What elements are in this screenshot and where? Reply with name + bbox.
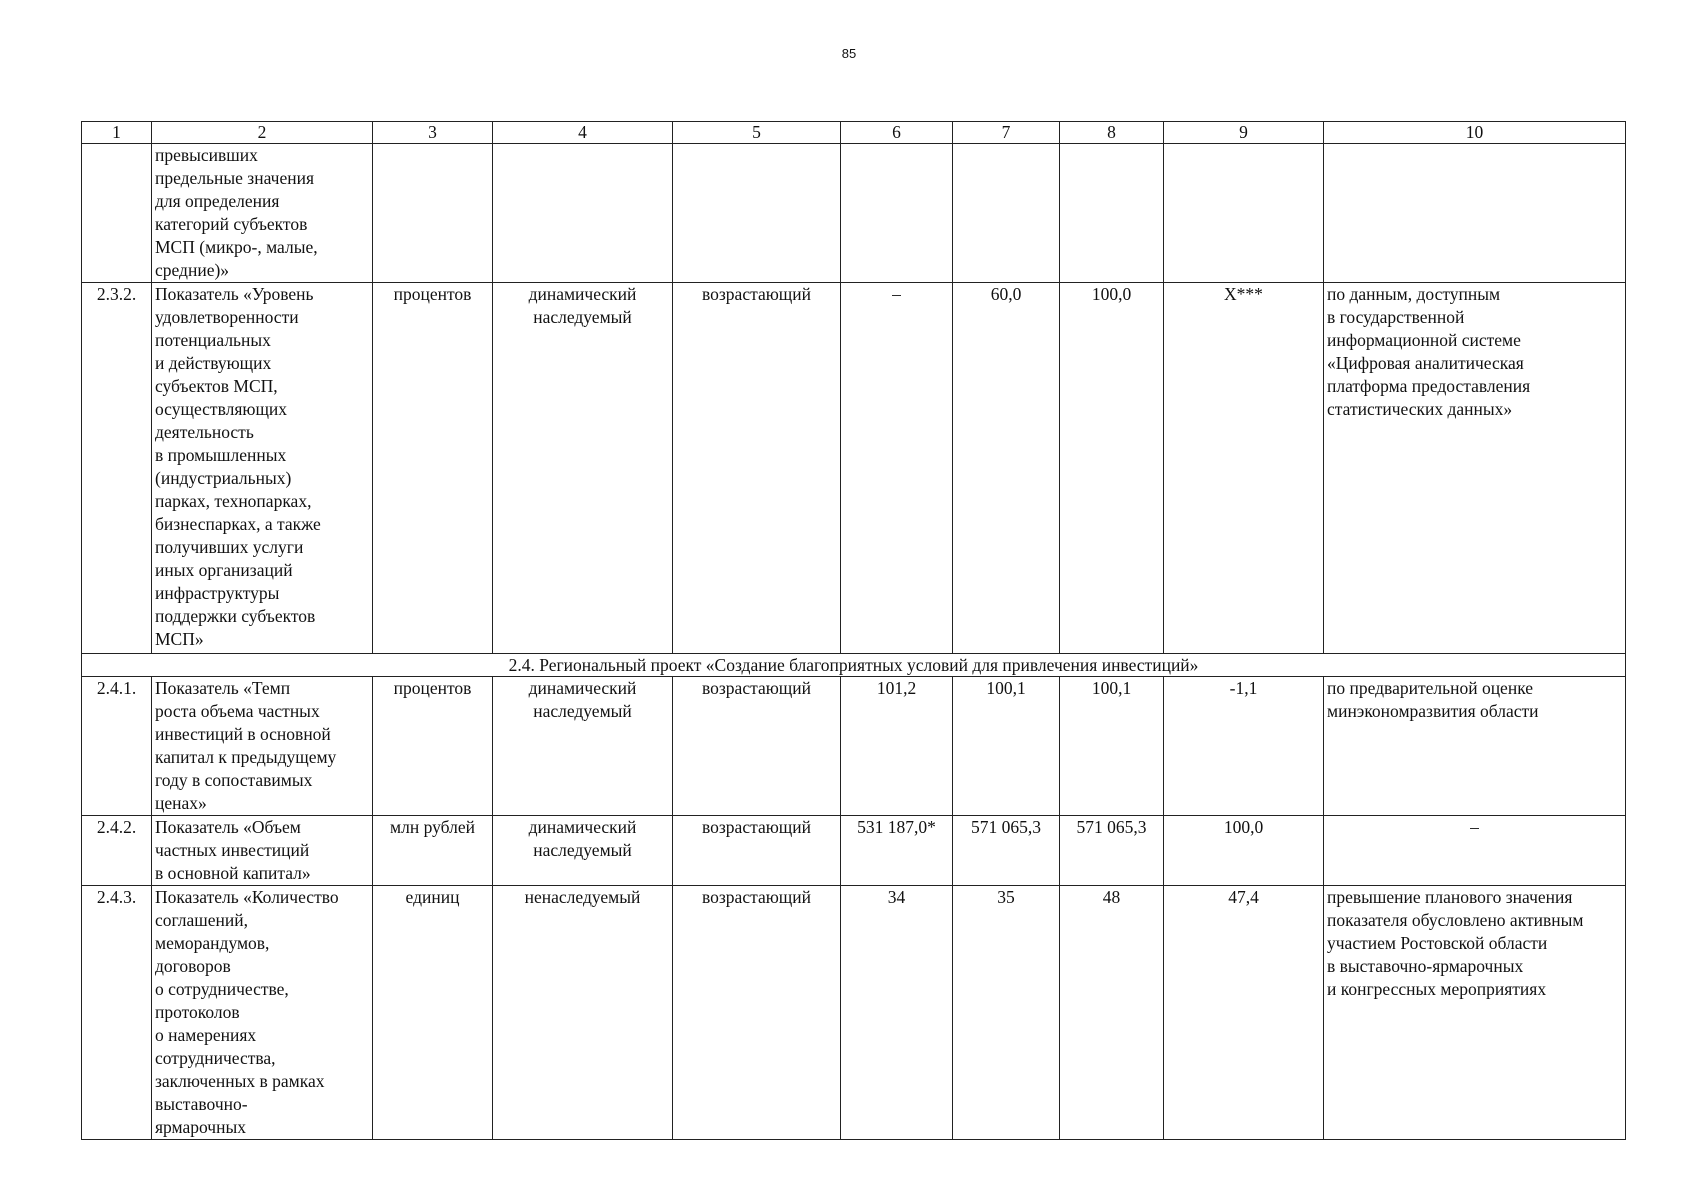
cell-type: [493, 144, 673, 283]
cell-indicator-name: превысивших предельные значения для определения категорий субъектов МСП (микро-, малые, средние)»: [152, 144, 373, 283]
column-number: 2: [152, 122, 373, 144]
cell-value-8: 48: [1060, 886, 1164, 1140]
cell-value-8: [1060, 144, 1164, 283]
cell-type: ненаследуемый: [493, 886, 673, 1140]
cell-type: динамический наследуемый: [493, 283, 673, 654]
continuation-row: [82, 144, 1626, 283]
column-number: 4: [493, 122, 673, 144]
indicators-table: [81, 121, 1626, 1140]
cell-value-8: 100,1: [1060, 677, 1164, 816]
cell-note: по данным, доступным в государственной информационной системе «Цифровая аналитическая платформа предоставления статистических данных»: [1324, 283, 1626, 654]
cell-note: [1324, 144, 1626, 283]
cell-unit: процентов: [373, 283, 493, 654]
table-row: [82, 886, 1626, 1140]
cell-trend: возрастающий: [673, 283, 841, 654]
cell-trend: возрастающий: [673, 816, 841, 886]
cell-value-6: [841, 144, 953, 283]
cell-value-6: –: [841, 283, 953, 654]
cell-value-9: Х***: [1164, 283, 1324, 654]
cell-value-7: 60,0: [953, 283, 1060, 654]
cell-num: [82, 144, 152, 283]
cell-value-6: 531 187,0*: [841, 816, 953, 886]
cell-value-7: 35: [953, 886, 1060, 1140]
cell-num: 2.4.2.: [82, 816, 152, 886]
column-number: 6: [841, 122, 953, 144]
cell-value-9: 100,0: [1164, 816, 1324, 886]
column-number: 5: [673, 122, 841, 144]
cell-unit: млн рублей: [373, 816, 493, 886]
cell-value-8: 100,0: [1060, 283, 1164, 654]
cell-num: 2.3.2.: [82, 283, 152, 654]
cell-unit: единиц: [373, 886, 493, 1140]
cell-value-6: 34: [841, 886, 953, 1140]
cell-type: динамический наследуемый: [493, 677, 673, 816]
cell-indicator-name: Показатель «Объем частных инвестиций в основной капитал»: [152, 816, 373, 886]
cell-unit: процентов: [373, 677, 493, 816]
cell-value-8: 571 065,3: [1060, 816, 1164, 886]
table-row: [82, 677, 1626, 816]
cell-trend: [673, 144, 841, 283]
cell-note: по предварительной оценке минэкономразвития области: [1324, 677, 1626, 816]
cell-value-9: 47,4: [1164, 886, 1324, 1140]
column-number: 10: [1324, 122, 1626, 144]
cell-indicator-name: Показатель «Уровень удовлетворенности потенциальных и действующих субъектов МСП, осуществляющих деятельность в промышленных (индустриальных) парках, технопарках, бизнеспарках, а также получивших услуги иных организаций инфраструктуры поддержки субъектов МСП»: [152, 283, 373, 654]
cell-note: превышение планового значения показателя обусловлено активным участием Ростовской области в выставочно-ярмарочных и конгрессных мероприятиях: [1324, 886, 1626, 1140]
cell-value-9: -1,1: [1164, 677, 1324, 816]
page-number: 85: [841, 46, 857, 61]
cell-type: динамический наследуемый: [493, 816, 673, 886]
cell-value-9: [1164, 144, 1324, 283]
cell-trend: возрастающий: [673, 677, 841, 816]
cell-value-7: 571 065,3: [953, 816, 1060, 886]
column-number-row: [82, 122, 1626, 144]
column-number: 8: [1060, 122, 1164, 144]
cell-value-6: 101,2: [841, 677, 953, 816]
column-number: 9: [1164, 122, 1324, 144]
cell-note: –: [1324, 816, 1626, 886]
column-number: 3: [373, 122, 493, 144]
cell-num: 2.4.3.: [82, 886, 152, 1140]
cell-value-7: [953, 144, 1060, 283]
table-row: [82, 283, 1626, 654]
cell-trend: возрастающий: [673, 886, 841, 1140]
table-row: [82, 816, 1626, 886]
cell-value-7: 100,1: [953, 677, 1060, 816]
cell-unit: [373, 144, 493, 283]
section-title: 2.4. Региональный проект «Создание благоприятных условий для привлечения инвестиций»: [82, 654, 1626, 677]
cell-indicator-name: Показатель «Количество соглашений, меморандумов, договоров о сотрудничестве, протоколов о намерениях сотрудничества, заключенных в рамках выставочно- ярмарочных: [152, 886, 373, 1140]
cell-num: 2.4.1.: [82, 677, 152, 816]
section-row: [82, 654, 1626, 677]
column-number: 7: [953, 122, 1060, 144]
cell-indicator-name: Показатель «Темп роста объема частных инвестиций в основной капитал к предыдущему году в сопоставимых ценах»: [152, 677, 373, 816]
column-number: 1: [82, 122, 152, 144]
